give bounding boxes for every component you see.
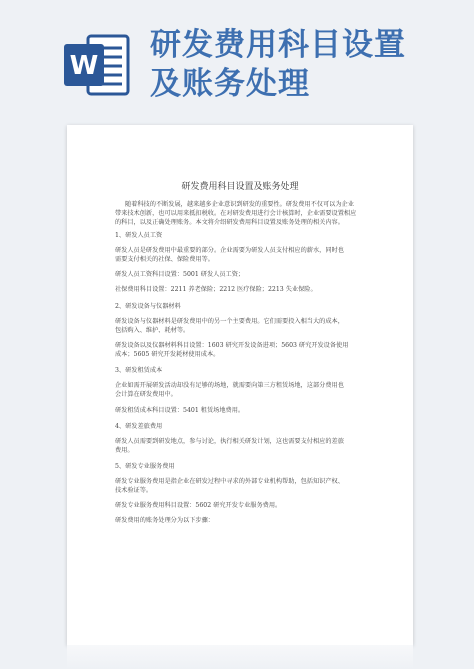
- paragraph-line: 研发人员是研发费用中最重要的部分。企业需要为研发人员支付相应的薪水，同时也: [115, 247, 344, 254]
- paragraph-line: 技术验证等。: [115, 487, 153, 494]
- paragraph-line: 研发专业服务费用科目设置：5602 研究开发专业服务费用。: [115, 502, 282, 509]
- paragraph-line: 研发费用的账务处理分为以下步骤：: [115, 517, 214, 524]
- section-heading: 3、研发租赁成本: [115, 367, 163, 374]
- top-banner: [0, 0, 474, 110]
- paragraph-line: 研发设备以及仪器材料科目设置：1603 研究开发设备进项；5603 研究开发设备使用: [115, 342, 349, 349]
- paragraph-line: 费用。: [115, 447, 134, 454]
- section-heading: 4、研发差旅费用: [115, 423, 163, 430]
- paragraph-line: 企业如需开展研发活动却没有足够的场地，就需要向第三方租赁场地，这部分费用也: [115, 382, 344, 389]
- paragraph-line: 带来技术创新，也可以用来抵扣税收。在对研发费用进行会计核算时，企业需要设置相应: [115, 210, 357, 217]
- section-heading: 5、研发专业服务费用: [115, 463, 175, 470]
- paragraph-line: 成本；5605 研究开发耗材使用成本。: [115, 351, 220, 358]
- paragraph-line: 研发租赁成本科目设置：5401 租赁场地费用。: [115, 407, 245, 414]
- svg-text:W: W: [69, 51, 99, 81]
- paragraph-line: 研发设备与仪器材料是研发费用中的另一个主要费用。它们需要投入相当大的成本，: [115, 318, 344, 325]
- banner-title-line2: 及账务处理: [150, 66, 310, 102]
- paragraph-line: 研发专业服务费用是指企业在研发过程中寻求的外部专业机构帮助，包括知识产权、: [115, 478, 344, 485]
- document-title: 研发费用科目设置及账务处理: [181, 182, 299, 192]
- banner-title-line1: 研发费用科目设置: [150, 27, 406, 63]
- section-heading: 2、研发设备与仪器材料: [115, 303, 181, 310]
- paragraph-line: 需要支付相关的社保、保险费用等。: [115, 256, 214, 263]
- paragraph-line: 的科目，以及正确处理账务。本文将介绍研发费用科目设置及账务处理的相关内容。: [115, 219, 344, 226]
- document-page: [67, 125, 413, 645]
- paragraph-line: 随着科技的不断发展，越来越多企业意识到研发的重要性。研发费用不仅可以为企业: [125, 201, 354, 208]
- paragraph-line: 研发人员工资科目设置：5001 研发人员工资；: [115, 271, 245, 278]
- paragraph-line: 包括购入、维护、耗材等。: [115, 327, 190, 334]
- paragraph-line: 社保费用科目设置：2211 养老保险；2212 医疗保险；2213 失业保险。: [115, 286, 317, 293]
- paragraph-line: 研发人员需要到研发地点，参与讨论，执行相关研发计划，这也需要支付相应的差旅: [115, 438, 344, 445]
- banner-title: [150, 26, 460, 104]
- paragraph-line: 会计算在研发费用中。: [115, 391, 177, 398]
- section-heading: 1、研发人员工资: [115, 232, 163, 239]
- word-document-icon: [62, 30, 132, 100]
- page-fold-shadow: [67, 645, 413, 669]
